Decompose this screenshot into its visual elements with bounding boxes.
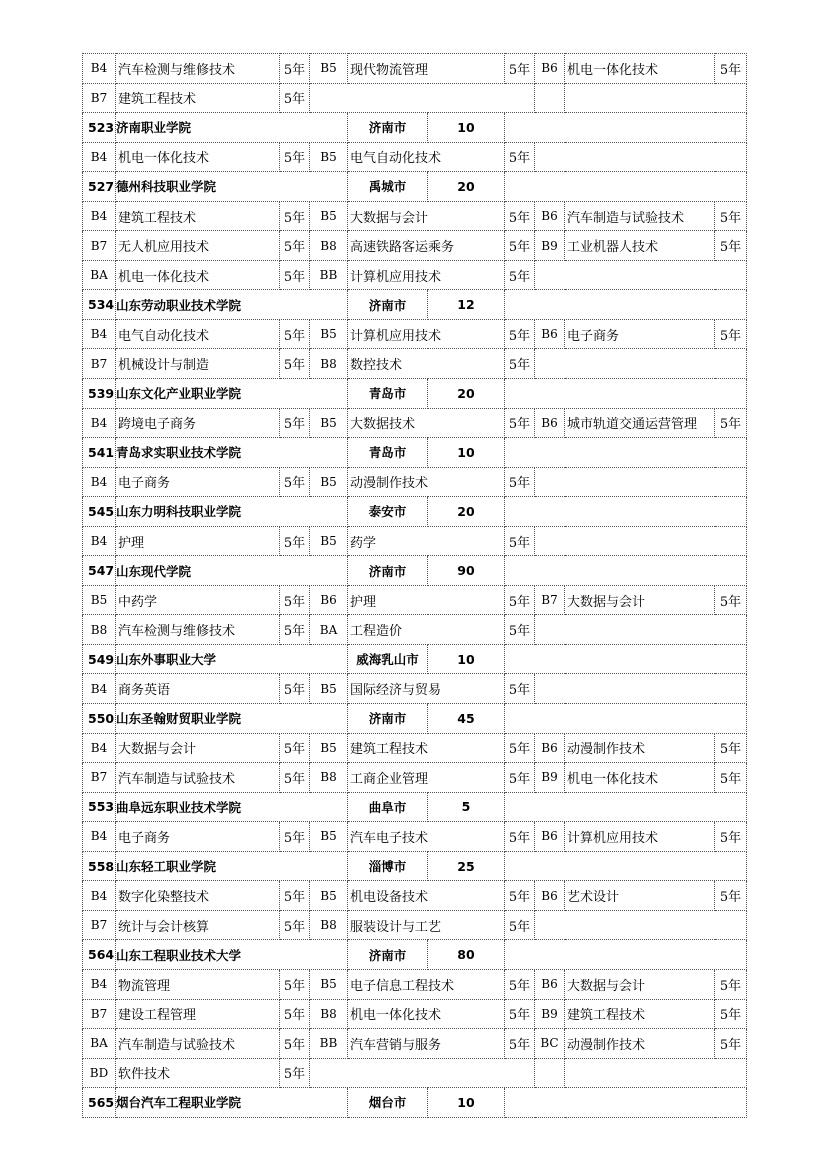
major-name: 艺术设计 xyxy=(565,881,715,911)
major-code: B4 xyxy=(83,467,116,497)
major-code: B4 xyxy=(83,674,116,704)
major-name: 汽车制造与试验技术 xyxy=(116,1029,280,1059)
major-name: 护理 xyxy=(348,585,505,615)
major-code: B4 xyxy=(83,969,116,999)
major-code: B6 xyxy=(535,319,565,349)
school-header-row xyxy=(83,438,747,468)
major-code: B5 xyxy=(310,319,348,349)
major-code: B6 xyxy=(535,201,565,231)
school-code: 553 xyxy=(83,792,116,822)
major-duration: 5年 xyxy=(505,231,535,261)
major-code: B5 xyxy=(310,201,348,231)
major-code: B4 xyxy=(83,54,116,84)
major-code: BA xyxy=(83,260,116,290)
school-name: 山东劳动职业技术学院 xyxy=(116,290,348,320)
school-header-row xyxy=(83,113,747,143)
school-header-row xyxy=(83,704,747,734)
major-code: B4 xyxy=(83,142,116,172)
school-city: 济南市 xyxy=(348,556,428,586)
major-duration: 5年 xyxy=(280,349,310,379)
major-code: B8 xyxy=(310,763,348,793)
empty-cell xyxy=(505,704,747,734)
major-name: 电子信息工程技术 xyxy=(348,969,505,999)
major-row xyxy=(83,201,747,231)
school-code: 527 xyxy=(83,172,116,202)
school-name: 德州科技职业学院 xyxy=(116,172,348,202)
major-duration: 5年 xyxy=(715,585,747,615)
major-name: 机电一体化技术 xyxy=(116,260,280,290)
major-code: B5 xyxy=(310,969,348,999)
major-name: 统计与会计核算 xyxy=(116,910,280,940)
major-code: B5 xyxy=(310,467,348,497)
major-duration: 5年 xyxy=(280,142,310,172)
school-code: 565 xyxy=(83,1088,116,1118)
major-code: B4 xyxy=(83,408,116,438)
school-quota: 12 xyxy=(428,290,505,320)
major-code: B8 xyxy=(83,615,116,645)
major-code: B4 xyxy=(83,822,116,852)
school-header-row xyxy=(83,644,747,674)
major-duration: 5年 xyxy=(505,969,535,999)
major-code: B5 xyxy=(310,733,348,763)
empty-cell xyxy=(505,556,747,586)
school-header-row xyxy=(83,792,747,822)
school-city: 济南市 xyxy=(348,940,428,970)
major-name: 数字化染整技术 xyxy=(116,881,280,911)
major-duration: 5年 xyxy=(715,999,747,1029)
school-code: 541 xyxy=(83,438,116,468)
empty-cell xyxy=(505,851,747,881)
empty-cell xyxy=(505,438,747,468)
school-quota: 5 xyxy=(428,792,505,822)
major-name: 大数据与会计 xyxy=(565,969,715,999)
major-name: 工商企业管理 xyxy=(348,763,505,793)
school-city: 济南市 xyxy=(348,290,428,320)
empty-cell xyxy=(505,792,747,822)
school-city: 威海乳山市 xyxy=(348,644,428,674)
school-code: 547 xyxy=(83,556,116,586)
major-duration: 5年 xyxy=(280,319,310,349)
major-code: B8 xyxy=(310,349,348,379)
major-name: 工业机器人技术 xyxy=(565,231,715,261)
major-name: 大数据技术 xyxy=(348,408,505,438)
major-row xyxy=(83,260,747,290)
major-name: 机电一体化技术 xyxy=(348,999,505,1029)
school-code: 549 xyxy=(83,644,116,674)
major-code: B7 xyxy=(83,83,116,113)
major-row xyxy=(83,999,747,1029)
school-header-row xyxy=(83,851,747,881)
major-code: B5 xyxy=(310,881,348,911)
major-row xyxy=(83,467,747,497)
empty-cell xyxy=(505,379,747,409)
school-header-row xyxy=(83,940,747,970)
major-duration: 5年 xyxy=(505,881,535,911)
empty-cell xyxy=(310,1058,535,1088)
major-code: B8 xyxy=(310,231,348,261)
school-quota: 10 xyxy=(428,113,505,143)
school-city: 禹城市 xyxy=(348,172,428,202)
empty-cell xyxy=(565,83,747,113)
major-row xyxy=(83,408,747,438)
major-name: 电子商务 xyxy=(116,822,280,852)
major-duration: 5年 xyxy=(280,201,310,231)
major-name: 计算机应用技术 xyxy=(348,319,505,349)
major-duration: 5年 xyxy=(280,910,310,940)
major-duration: 5年 xyxy=(715,881,747,911)
major-name: 高速铁路客运乘务 xyxy=(348,231,505,261)
major-name: 软件技术 xyxy=(116,1058,280,1088)
major-name: 机电设备技术 xyxy=(348,881,505,911)
major-duration: 5年 xyxy=(505,54,535,84)
major-duration: 5年 xyxy=(505,142,535,172)
major-code: B9 xyxy=(535,999,565,1029)
major-duration: 5年 xyxy=(715,822,747,852)
major-duration: 5年 xyxy=(280,615,310,645)
major-row xyxy=(83,1029,747,1059)
school-name: 山东文化产业职业学院 xyxy=(116,379,348,409)
major-duration: 5年 xyxy=(280,260,310,290)
major-code: B6 xyxy=(535,54,565,84)
major-name: 大数据与会计 xyxy=(116,733,280,763)
major-row xyxy=(83,733,747,763)
major-name: 物流管理 xyxy=(116,969,280,999)
major-name: 汽车制造与试验技术 xyxy=(116,763,280,793)
major-duration: 5年 xyxy=(505,763,535,793)
major-duration: 5年 xyxy=(505,822,535,852)
major-duration: 5年 xyxy=(280,467,310,497)
major-name: 电子商务 xyxy=(565,319,715,349)
school-name: 山东轻工职业学院 xyxy=(116,851,348,881)
major-name: 跨境电子商务 xyxy=(116,408,280,438)
school-name: 山东工程职业技术大学 xyxy=(116,940,348,970)
major-name: 汽车制造与试验技术 xyxy=(565,201,715,231)
major-name: 商务英语 xyxy=(116,674,280,704)
major-duration: 5年 xyxy=(505,1029,535,1059)
major-duration: 5年 xyxy=(280,83,310,113)
major-code: B4 xyxy=(83,319,116,349)
empty-cell xyxy=(505,290,747,320)
major-name: 计算机应用技术 xyxy=(565,822,715,852)
major-code: B7 xyxy=(83,999,116,1029)
major-code: B9 xyxy=(535,231,565,261)
school-city: 烟台市 xyxy=(348,1088,428,1118)
empty-cell xyxy=(310,83,535,113)
table-body xyxy=(83,54,747,1118)
major-row xyxy=(83,674,747,704)
empty-cell xyxy=(535,83,565,113)
major-row xyxy=(83,231,747,261)
school-quota: 80 xyxy=(428,940,505,970)
major-code: BB xyxy=(310,260,348,290)
major-code: B7 xyxy=(83,349,116,379)
school-code: 545 xyxy=(83,497,116,527)
major-code: B5 xyxy=(310,54,348,84)
major-duration: 5年 xyxy=(505,467,535,497)
major-duration: 5年 xyxy=(715,1029,747,1059)
major-duration: 5年 xyxy=(505,674,535,704)
school-code: 534 xyxy=(83,290,116,320)
major-code: B5 xyxy=(310,526,348,556)
major-row xyxy=(83,54,747,84)
major-code: B6 xyxy=(310,585,348,615)
major-row xyxy=(83,349,747,379)
major-code: B9 xyxy=(535,763,565,793)
major-name: 国际经济与贸易 xyxy=(348,674,505,704)
major-duration: 5年 xyxy=(505,408,535,438)
empty-cell xyxy=(535,142,747,172)
major-duration: 5年 xyxy=(505,615,535,645)
major-name: 电子商务 xyxy=(116,467,280,497)
major-duration: 5年 xyxy=(280,999,310,1029)
major-name: 无人机应用技术 xyxy=(116,231,280,261)
empty-cell xyxy=(505,497,747,527)
major-row xyxy=(83,763,747,793)
major-code: B6 xyxy=(535,408,565,438)
major-duration: 5年 xyxy=(715,969,747,999)
major-name: 计算机应用技术 xyxy=(348,260,505,290)
major-duration: 5年 xyxy=(505,260,535,290)
major-duration: 5年 xyxy=(280,231,310,261)
major-name: 机电一体化技术 xyxy=(116,142,280,172)
school-quota: 45 xyxy=(428,704,505,734)
major-row xyxy=(83,969,747,999)
school-city: 济南市 xyxy=(348,113,428,143)
major-name: 动漫制作技术 xyxy=(565,1029,715,1059)
empty-cell xyxy=(505,113,747,143)
major-name: 建筑工程技术 xyxy=(348,733,505,763)
school-city: 泰安市 xyxy=(348,497,428,527)
major-duration: 5年 xyxy=(280,969,310,999)
major-name: 汽车营销与服务 xyxy=(348,1029,505,1059)
school-quota: 20 xyxy=(428,379,505,409)
major-name: 汽车电子技术 xyxy=(348,822,505,852)
major-duration: 5年 xyxy=(280,881,310,911)
school-name: 山东外事职业大学 xyxy=(116,644,348,674)
major-code: B6 xyxy=(535,733,565,763)
school-code: 558 xyxy=(83,851,116,881)
major-code: B4 xyxy=(83,526,116,556)
major-name: 机械设计与制造 xyxy=(116,349,280,379)
major-name: 服装设计与工艺 xyxy=(348,910,505,940)
major-code: B7 xyxy=(83,910,116,940)
school-quota: 25 xyxy=(428,851,505,881)
major-name: 建设工程管理 xyxy=(116,999,280,1029)
major-code: B6 xyxy=(535,969,565,999)
school-name: 济南职业学院 xyxy=(116,113,348,143)
major-name: 工程造价 xyxy=(348,615,505,645)
major-code: B6 xyxy=(535,822,565,852)
school-name: 山东现代学院 xyxy=(116,556,348,586)
major-duration: 5年 xyxy=(280,585,310,615)
major-name: 动漫制作技术 xyxy=(565,733,715,763)
major-duration: 5年 xyxy=(715,231,747,261)
major-code: BC xyxy=(535,1029,565,1059)
school-quota: 10 xyxy=(428,644,505,674)
school-name: 烟台汽车工程职业学院 xyxy=(116,1088,348,1118)
major-duration: 5年 xyxy=(280,674,310,704)
school-quota: 10 xyxy=(428,1088,505,1118)
major-name: 机电一体化技术 xyxy=(565,763,715,793)
major-name: 现代物流管理 xyxy=(348,54,505,84)
major-name: 电气自动化技术 xyxy=(116,319,280,349)
empty-cell xyxy=(505,172,747,202)
major-row xyxy=(83,881,747,911)
major-code: B7 xyxy=(83,763,116,793)
major-name: 建筑工程技术 xyxy=(116,83,280,113)
school-city: 青岛市 xyxy=(348,379,428,409)
school-header-row xyxy=(83,172,747,202)
school-code: 539 xyxy=(83,379,116,409)
major-name: 大数据与会计 xyxy=(348,201,505,231)
major-code: B8 xyxy=(310,910,348,940)
school-quota: 20 xyxy=(428,172,505,202)
major-code: B5 xyxy=(310,142,348,172)
empty-cell xyxy=(535,349,747,379)
major-duration: 5年 xyxy=(505,526,535,556)
major-duration: 5年 xyxy=(280,1058,310,1088)
school-quota: 10 xyxy=(428,438,505,468)
school-header-row xyxy=(83,290,747,320)
major-name: 汽车检测与维修技术 xyxy=(116,54,280,84)
major-name: 建筑工程技术 xyxy=(116,201,280,231)
major-code: B5 xyxy=(83,585,116,615)
major-duration: 5年 xyxy=(280,1029,310,1059)
major-code: BA xyxy=(83,1029,116,1059)
major-name: 机电一体化技术 xyxy=(565,54,715,84)
school-code: 523 xyxy=(83,113,116,143)
major-duration: 5年 xyxy=(505,585,535,615)
major-duration: 5年 xyxy=(505,319,535,349)
school-quota: 20 xyxy=(428,497,505,527)
school-code: 564 xyxy=(83,940,116,970)
major-code: B7 xyxy=(535,585,565,615)
major-duration: 5年 xyxy=(505,733,535,763)
major-duration: 5年 xyxy=(715,201,747,231)
major-code: B7 xyxy=(83,231,116,261)
major-row xyxy=(83,142,747,172)
school-name: 山东圣翰财贸职业学院 xyxy=(116,704,348,734)
empty-cell xyxy=(535,260,747,290)
major-duration: 5年 xyxy=(505,910,535,940)
major-duration: 5年 xyxy=(280,822,310,852)
major-code: B5 xyxy=(310,408,348,438)
major-duration: 5年 xyxy=(280,733,310,763)
major-name: 中药学 xyxy=(116,585,280,615)
major-duration: 5年 xyxy=(715,408,747,438)
school-code: 550 xyxy=(83,704,116,734)
school-name: 青岛求实职业技术学院 xyxy=(116,438,348,468)
major-duration: 5年 xyxy=(505,201,535,231)
major-name: 建筑工程技术 xyxy=(565,999,715,1029)
major-duration: 5年 xyxy=(280,763,310,793)
major-name: 护理 xyxy=(116,526,280,556)
empty-cell xyxy=(535,526,747,556)
empty-cell xyxy=(535,615,747,645)
major-row xyxy=(83,822,747,852)
school-header-row xyxy=(83,1088,747,1118)
major-row xyxy=(83,83,747,113)
major-duration: 5年 xyxy=(280,408,310,438)
major-row xyxy=(83,585,747,615)
major-duration: 5年 xyxy=(715,733,747,763)
major-name: 汽车检测与维修技术 xyxy=(116,615,280,645)
school-header-row xyxy=(83,497,747,527)
major-code: BB xyxy=(310,1029,348,1059)
major-row xyxy=(83,319,747,349)
empty-cell xyxy=(535,910,747,940)
major-duration: 5年 xyxy=(715,319,747,349)
empty-cell xyxy=(505,1088,747,1118)
major-code: BA xyxy=(310,615,348,645)
major-duration: 5年 xyxy=(505,349,535,379)
major-row xyxy=(83,526,747,556)
major-code: B4 xyxy=(83,733,116,763)
school-city: 青岛市 xyxy=(348,438,428,468)
school-header-row xyxy=(83,556,747,586)
major-duration: 5年 xyxy=(715,763,747,793)
school-city: 淄博市 xyxy=(348,851,428,881)
major-code: B6 xyxy=(535,881,565,911)
school-header-row xyxy=(83,379,747,409)
major-duration: 5年 xyxy=(280,54,310,84)
school-name: 山东力明科技职业学院 xyxy=(116,497,348,527)
major-code: B4 xyxy=(83,201,116,231)
school-city: 曲阜市 xyxy=(348,792,428,822)
major-duration: 5年 xyxy=(715,54,747,84)
school-quota: 90 xyxy=(428,556,505,586)
major-code: B5 xyxy=(310,822,348,852)
major-code: B4 xyxy=(83,881,116,911)
major-name: 动漫制作技术 xyxy=(348,467,505,497)
major-code: BD xyxy=(83,1058,116,1088)
empty-cell xyxy=(565,1058,747,1088)
major-name: 数控技术 xyxy=(348,349,505,379)
major-duration: 5年 xyxy=(505,999,535,1029)
enrollment-table xyxy=(82,53,747,1118)
school-name: 曲阜远东职业技术学院 xyxy=(116,792,348,822)
major-row xyxy=(83,910,747,940)
major-name: 电气自动化技术 xyxy=(348,142,505,172)
empty-cell xyxy=(505,644,747,674)
major-row xyxy=(83,1058,747,1088)
empty-cell xyxy=(535,1058,565,1088)
major-duration: 5年 xyxy=(280,526,310,556)
major-name: 大数据与会计 xyxy=(565,585,715,615)
major-code: B8 xyxy=(310,999,348,1029)
major-name: 城市轨道交通运营管理 xyxy=(565,408,715,438)
empty-cell xyxy=(505,940,747,970)
empty-cell xyxy=(535,674,747,704)
major-row xyxy=(83,615,747,645)
empty-cell xyxy=(535,467,747,497)
school-city: 济南市 xyxy=(348,704,428,734)
major-name: 药学 xyxy=(348,526,505,556)
major-code: B5 xyxy=(310,674,348,704)
